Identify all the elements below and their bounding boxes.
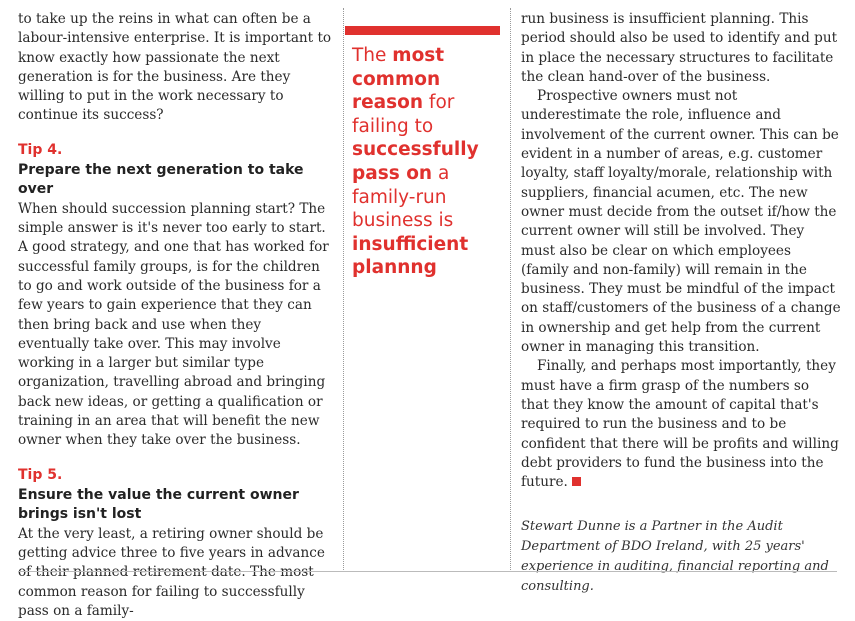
pullquote-text: for failing to: [352, 92, 455, 137]
pullquote-text-bold: successfully pass on: [352, 139, 479, 184]
pullquote-text-bold: insufficient plannng: [352, 233, 469, 279]
pullquote: [352, 44, 502, 280]
continued-paragraph: run business is insufficient planning. This period should also be used to identify and put in place the necessary structures to facilitate the clean hand-over of the business.: [521, 11, 838, 85]
owners-paragraph: Prospective owners must not underestimate the role, influence and involvement of the current owner. This can be evident in a number of areas, e.g. customer loyalty, staff loyalty/morale, relationship with suppliers, financial acumen, etc. The new owner must decide from the outset if/how the current owner will still be involved. They must also be clear on which employees (family and non-family) will remain in the business. They must be mindful of the impact on staff/customers of the business of a change in ownership and get help from the current owner in managing this transition.: [521, 88, 841, 356]
tip4-label: Tip 4.: [18, 141, 63, 158]
tip5-body: At the very least, a retiring owner should be getting advice three to five years in advance of their planned retirement date. The most common reason for failing to successfully pass on a family-: [18, 525, 325, 619]
pullquote-text: The: [352, 45, 393, 66]
column-divider-right: [510, 8, 511, 570]
pullquote-text-bold: most common reason: [352, 45, 445, 114]
pullquote-text: a family-run business is: [352, 162, 454, 232]
final-paragraph-text: Finally, and perhaps most importantly, they must have a firm grasp of the numbers so that they know the amount of capital that's required to run the business and to be confident that there will be profits and willing debt providers to fund the business into the future.: [521, 358, 839, 491]
intro-paragraph: to take up the reins in what can often be a labour-intensive enterprise. It is important to know exactly how passionate the next generation is for the business. Are they willing to put in the work necessary to continue its success?: [18, 11, 332, 124]
tip5-label: Tip 5.: [18, 466, 63, 483]
tip4-body: When should succession planning start? The simple answer is it's never too early to start. A good strategy, and one that has worked for successful family groups, is for the children to go and work outside of the business for a few years to gain experience that they can then bring back and use when they eventually take over. This may involve working in a larger but similar type organization, travelling abroad and bringing back new ideas, or getting a qualification or training in an area that will benefit the new owner when they take over the business.: [18, 200, 329, 449]
left-column: [18, 10, 336, 621]
end-mark-icon: [572, 477, 581, 486]
tip5-heading: Ensure the value the current owner brings isn't lost: [18, 486, 299, 523]
author-byline: Stewart Dunne is a Partner in the Audit Department of BDO Ireland, with 25 years' experience in auditing, financial reporting and consulting.: [521, 519, 829, 595]
bottom-rule: [18, 571, 837, 572]
final-paragraph: [521, 357, 841, 492]
tip4-heading: Prepare the next generation to take over: [18, 161, 304, 198]
right-column: [521, 10, 841, 597]
pullquote-bar: [345, 26, 500, 35]
column-divider-left: [343, 8, 344, 570]
